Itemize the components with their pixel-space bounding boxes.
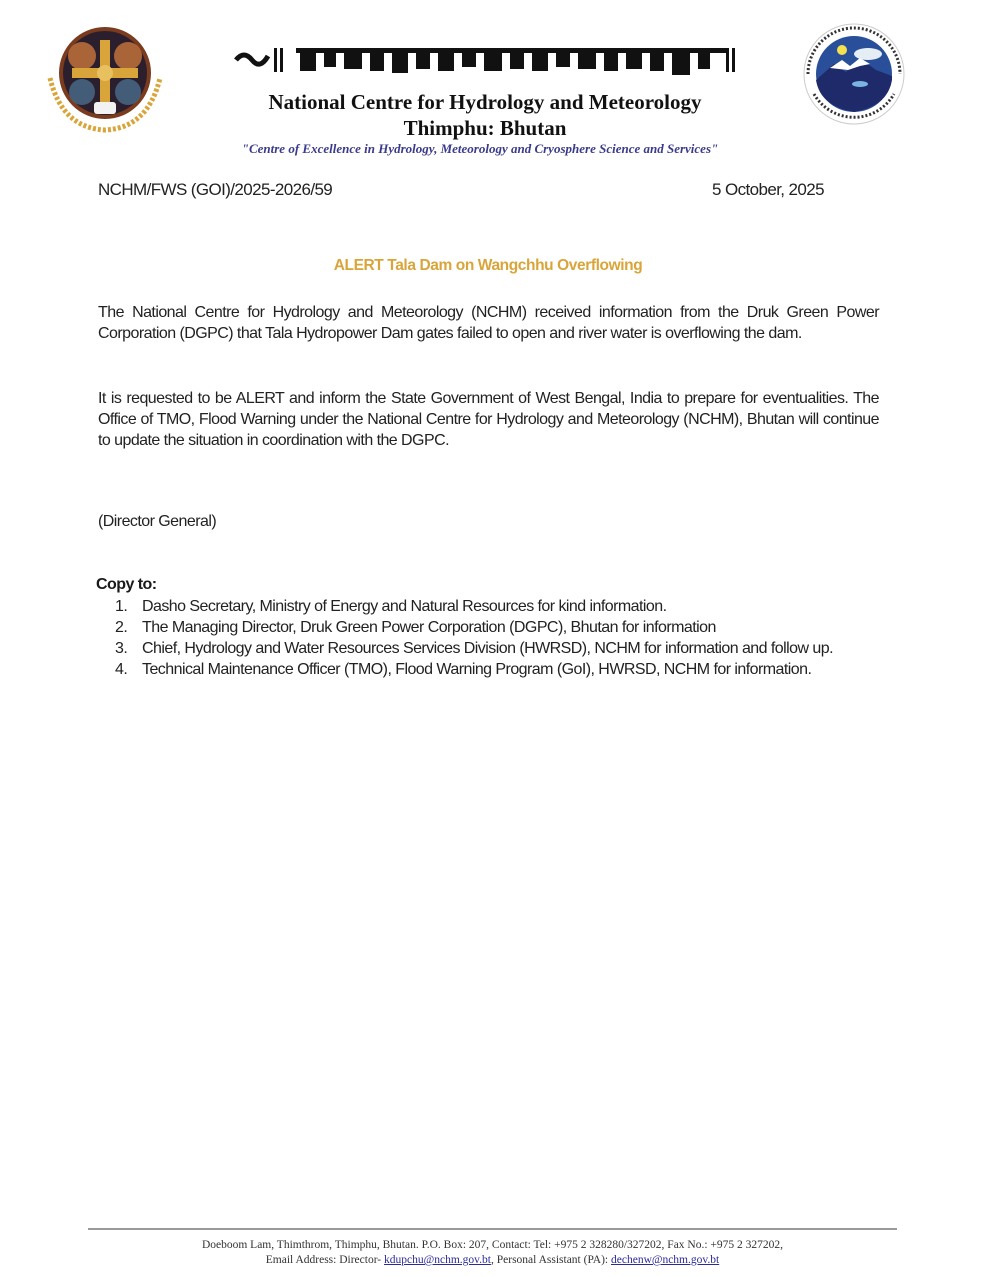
- item-text: Dasho Secretary, Ministry of Energy and Natural Resources for kind information.: [142, 598, 667, 615]
- organization-city: Thimphu: Bhutan: [403, 116, 567, 140]
- pa-email-link[interactable]: dechenw@nchm.gov.bt: [611, 1254, 720, 1266]
- copy-to-item: [98, 638, 879, 659]
- dzongkha-title-logo: [230, 40, 740, 80]
- copy-to-heading: Copy to:: [96, 576, 157, 593]
- copy-to-list: [98, 596, 879, 680]
- footer-email-line: [90, 1253, 895, 1268]
- copy-to-item: [98, 596, 879, 617]
- nchm-logo-icon: [790, 14, 918, 142]
- copy-to-item: [98, 659, 879, 680]
- organization-motto: "Centre of Excellence in Hydrology, Meteorology and Cryosphere Science and Services": [241, 141, 719, 156]
- item-number: 4.: [115, 661, 128, 678]
- letter-date: 5 October, 2025: [712, 180, 824, 199]
- footer-divider: [88, 1228, 897, 1230]
- footer-address: [90, 1238, 895, 1268]
- signatory: (Director General): [98, 513, 217, 530]
- email-label: Email Address: Director-: [265, 1254, 385, 1266]
- organization-name: National Centre for Hydrology and Meteorology: [268, 90, 702, 114]
- copy-to-item: [98, 617, 879, 638]
- subject-line: ALERT Tala Dam on Wangchhu Overflowing: [333, 257, 643, 274]
- item-text: The Managing Director, Druk Green Power Corporation (DGPC), Bhutan for information: [142, 619, 716, 636]
- reference-number: NCHM/FWS (GOI)/2025-2026/59: [98, 180, 333, 199]
- item-number: 3.: [115, 640, 128, 657]
- pa-label: , Personal Assistant (PA):: [490, 1254, 611, 1266]
- item-number: 1.: [115, 598, 128, 615]
- body-paragraph: It is requested to be ALERT and inform the State Government of West Bengal, India to prepare for eventualities. The Office of TMO, Flood Warning under the National Centre for Hydrology and Meteorology (NCHM), Bhutan will continue to update the situation in coordination with the DGPC.: [98, 390, 879, 449]
- item-text: Chief, Hydrology and Water Resources Services Division (HWRSD), NCHM for information and follow up.: [142, 640, 833, 657]
- footer-address-line: Doeboom Lam, Thimthrom, Thimphu, Bhutan. P.O. Box: 207, Contact: Tel: +975 2 328280/327202, Fax No.: +975 2 327202,: [201, 1239, 784, 1251]
- item-number: 2.: [115, 619, 128, 636]
- director-email-link[interactable]: kdupchu@nchm.gov.bt: [384, 1254, 491, 1266]
- item-text: Technical Maintenance Officer (TMO), Flood Warning Program (GoI), HWRSD, NCHM for information.: [142, 661, 812, 678]
- body-paragraph: The National Centre for Hydrology and Meteorology (NCHM) received information from the Druk Green Power Corporation (DGPC) that Tala Hydropower Dam gates failed to open and river water is overflowing the dam.: [98, 304, 879, 342]
- royal-emblem-icon: [42, 18, 172, 143]
